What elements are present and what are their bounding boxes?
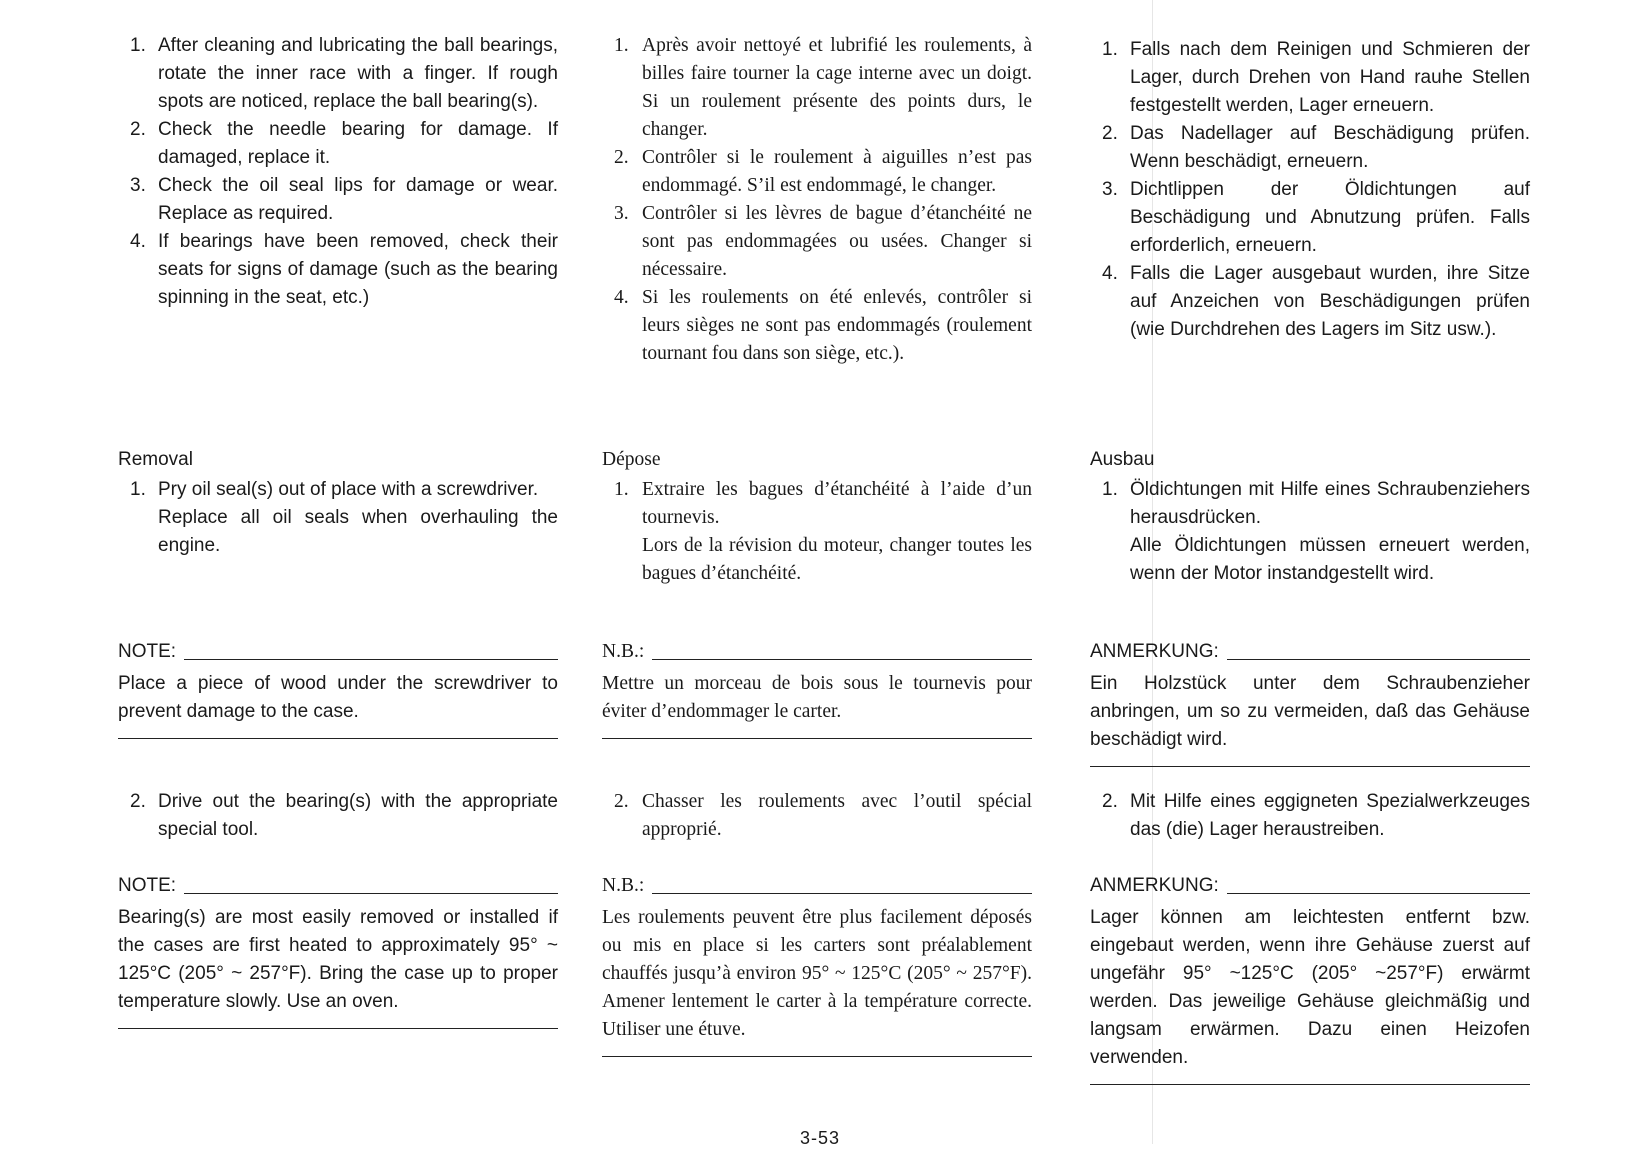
note-text: Place a piece of wood under the screwdriver to prevent damage to the case. xyxy=(118,673,558,722)
divider xyxy=(184,659,558,660)
divider xyxy=(184,893,558,894)
note-text: Ein Holzstück unter dem Schraubenzieher anbringen, um so zu vermeiden, daß das Gehäuse beschädigt wird. xyxy=(1090,673,1530,750)
list-item: 3. Check the oil seal lips for damage or wear. Replace as required. xyxy=(130,175,558,224)
section-heading: Ausbau xyxy=(1090,449,1155,470)
divider xyxy=(1090,766,1530,767)
inspection-list xyxy=(1090,36,1530,344)
list-item: 1. After cleaning and lubricating the ball bearings, rotate the inner race with a finger. If rough spots are noticed, replace the ball bearing(s). xyxy=(130,35,558,112)
section-heading: Dépose xyxy=(602,449,661,470)
list-item: 2. Chasser les roulements avec l’outil spécial approprié. xyxy=(614,791,1032,840)
list-item: 1. Après avoir nettoyé et lubrifié les roulements, à billes faire tourner la cage interne avec un doigt. Si un roulement présente des points durs, le changer. xyxy=(614,35,1032,140)
removal-section xyxy=(602,446,1032,588)
list-item: 3. Dichtlippen der Öldichtungen auf Beschädigung und Abnutzung prüfen. Falls erforderlich, erneuern. xyxy=(1102,179,1530,256)
note-title: NOTE: xyxy=(118,875,177,896)
note-box xyxy=(602,638,1032,739)
list-item: 3. Contrôler si les lèvres de bague d’étanchéité ne sont pas endommagées ou usées. Changer si nécessaire. xyxy=(614,203,1032,280)
note-title: ANMERKUNG: xyxy=(1090,641,1219,662)
note-box xyxy=(1090,872,1530,1085)
list-item: 1. Öldichtungen mit Hilfe eines Schraubenziehers herausdrücken. Alle Öldichtungen müssen erneuert werden, wenn der Motor instandgestellt wird. xyxy=(1102,479,1530,584)
divider xyxy=(118,1028,558,1029)
divider xyxy=(602,1056,1032,1057)
note-box xyxy=(1090,638,1530,767)
note-title: N.B.: xyxy=(602,875,645,896)
note-box xyxy=(118,872,558,1029)
list-item: 1. Falls nach dem Reinigen und Schmieren der Lager, durch Drehen von Hand rauhe Stellen festgestellt werden, Lager erneuern. xyxy=(1102,39,1530,116)
note-title: N.B.: xyxy=(602,641,645,662)
removal-step-2 xyxy=(118,788,558,844)
list-item: 2. Contrôler si le roulement à aiguilles n’est pas endommagé. S’il est endommagé, le changer. xyxy=(614,147,1032,196)
list-item: 4. Falls die Lager ausgebaut wurden, ihre Sitze auf Anzeichen von Beschädigungen prüfen (wie Durchdrehen des Lagers im Sitz usw.). xyxy=(1102,263,1530,340)
removal-section xyxy=(118,446,558,560)
note-text: Bearing(s) are most easily removed or installed if the cases are first heated to approximately 95° ~ 125°C (205° ~ 257°F). Bring the case up to proper temperature slowly. Use an oven. xyxy=(118,907,558,1012)
list-item: 2. Mit Hilfe eines eggigneten Spezialwerkzeuges das (die) Lager heraustreiben. xyxy=(1102,791,1530,840)
divider xyxy=(652,893,1032,894)
section-heading: Removal xyxy=(118,449,193,470)
list-item: 1. Extraire les bagues d’étanchéité à l’aide d’un tournevis. Lors de la révision du moteur, changer toutes les bagues d’étanchéité. xyxy=(614,479,1032,584)
note-box xyxy=(602,872,1032,1057)
list-item: 4. If bearings have been removed, check their seats for signs of damage (such as the bearing spinning in the seat, etc.) xyxy=(130,231,558,308)
divider xyxy=(1090,1084,1530,1085)
list-item: 2. Check the needle bearing for damage. If damaged, replace it. xyxy=(130,119,558,168)
divider xyxy=(602,738,1032,739)
inspection-list xyxy=(118,32,558,312)
note-text: Mettre un morceau de bois sous le tournevis pour éviter d’endommager le carter. xyxy=(602,673,1032,722)
note-title: ANMERKUNG: xyxy=(1090,875,1219,896)
note-text: Lager können am leichtesten entfernt bzw. eingebaut werden, wenn ihre Gehäuse zuerst auf ungefähr 95° ~125°C (205° ~257°F) erwärmt werden. Das jeweilige Gehäuse gleichmäßig und langsam erwärmen. Dazu einen Heizofen verwenden. xyxy=(1090,907,1530,1068)
list-item: 2. Drive out the bearing(s) with the appropriate special tool. xyxy=(130,791,558,840)
removal-step-2 xyxy=(1090,788,1530,844)
note-title: NOTE: xyxy=(118,641,177,662)
page-number: 3-53 xyxy=(800,1128,841,1148)
removal-section xyxy=(1090,446,1530,588)
removal-step-2 xyxy=(602,788,1032,844)
list-item: 4. Si les roulements on été enlevés, contrôler si leurs sièges ne sont pas endommagés (roulement tournant fou dans son siège, etc.). xyxy=(614,287,1032,364)
note-box xyxy=(118,638,558,739)
inspection-list xyxy=(602,32,1032,368)
divider xyxy=(1227,893,1530,894)
divider xyxy=(118,738,558,739)
note-text: Les roulements peuvent être plus facilement déposés ou mis en place si les carters sont préalablement chauffés jusqu’à environ 95° ~ 125°C (205° ~ 257°F). Amener lentement le carter à la température correcte. Utiliser une étuve. xyxy=(602,907,1032,1040)
list-item: 2. Das Nadellager auf Beschädigung prüfen. Wenn beschädigt, erneuern. xyxy=(1102,123,1530,172)
divider xyxy=(1227,659,1530,660)
list-item: 1. Pry oil seal(s) out of place with a screwdriver. Replace all oil seals when overhauling the engine. xyxy=(130,479,558,556)
divider xyxy=(652,659,1032,660)
